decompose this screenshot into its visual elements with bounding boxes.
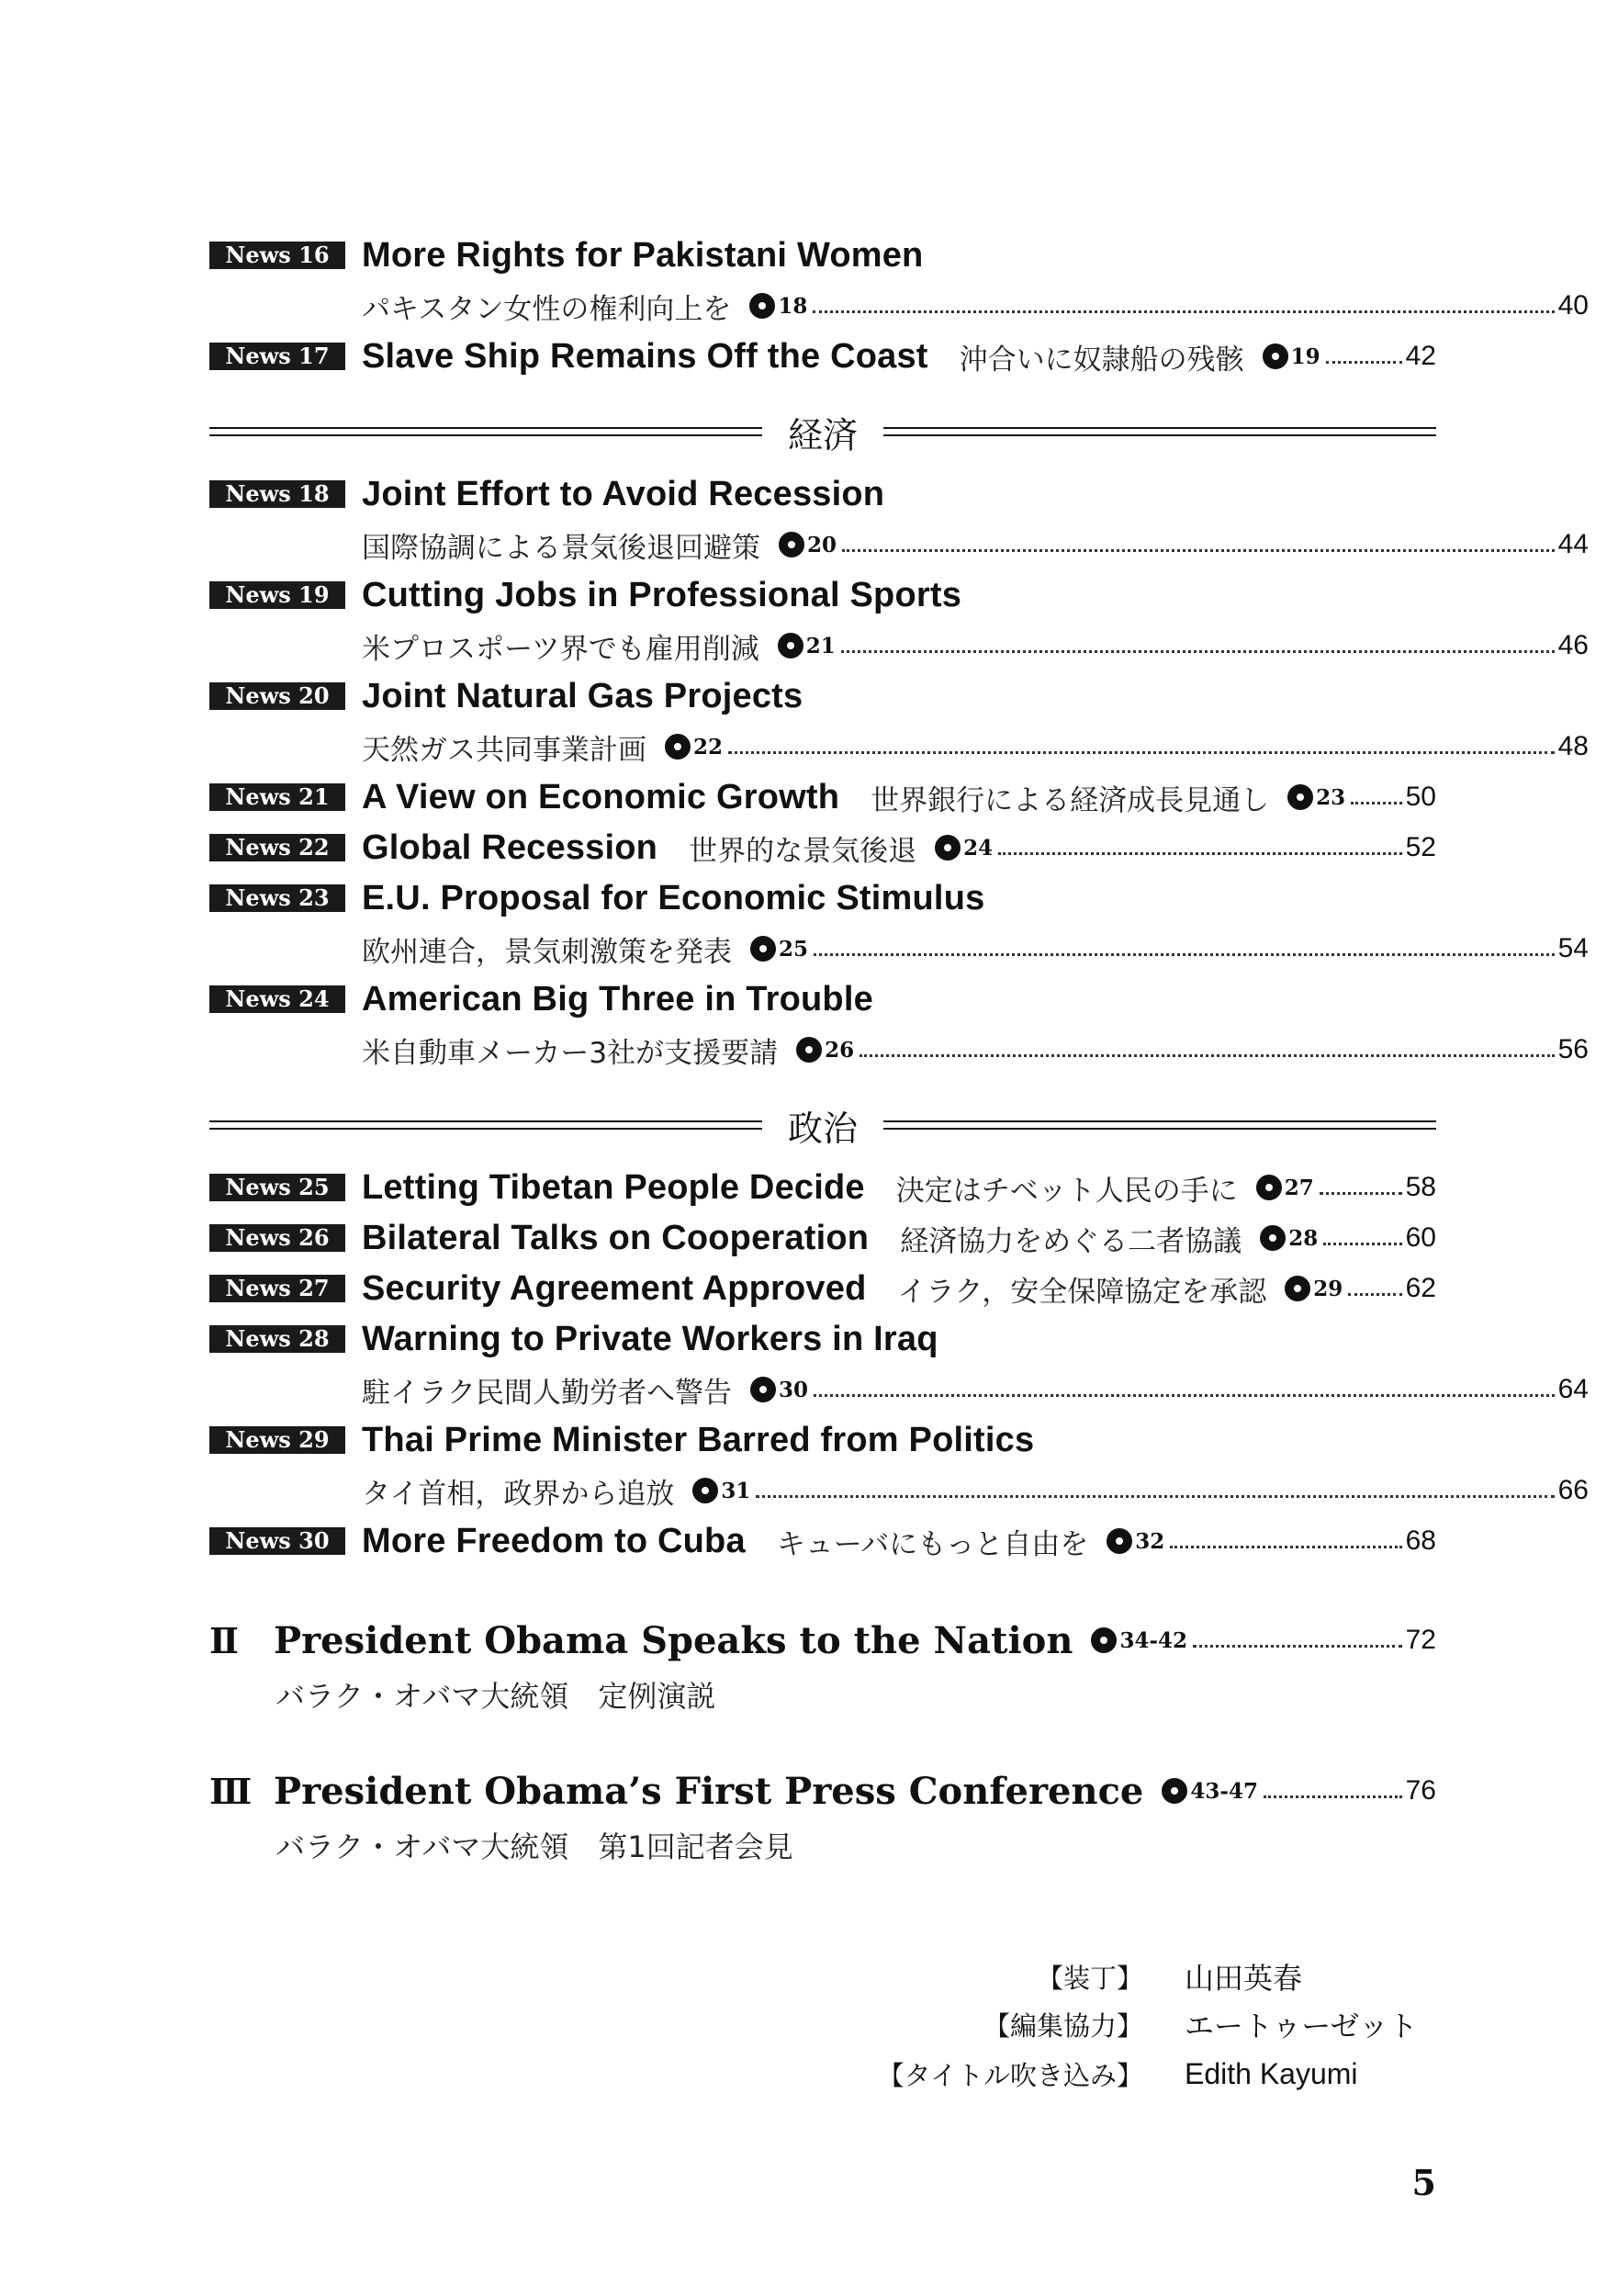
page-number: 76 <box>1405 1775 1436 1806</box>
news-badge: News 25 <box>209 1174 345 1201</box>
entry-title: More Freedom to Cuba <box>362 1521 746 1560</box>
part-numeral: Ⅲ <box>209 1770 253 1812</box>
toc-entry-news-24[interactable] <box>209 978 1436 1020</box>
page-number: 40 <box>1557 290 1589 321</box>
double-rule <box>209 1120 762 1130</box>
cd-icon <box>1260 1225 1286 1251</box>
toc-entry-news-30[interactable] <box>209 1520 1436 1562</box>
dot-leader <box>813 310 1554 313</box>
entry-japanese-title: 沖合いに奴隷船の残骸 <box>959 343 1244 377</box>
news-badge: News 18 <box>209 480 345 508</box>
cd-track-number: 19 <box>1290 343 1320 369</box>
news-badge: News 24 <box>209 985 345 1013</box>
cd-track-number: 23 <box>1316 784 1346 810</box>
cd-track-number: 20 <box>807 532 837 557</box>
part-title: President Obama’s First Press Conference <box>274 1769 1144 1813</box>
news-badge: News 27 <box>209 1275 345 1302</box>
cd-icon <box>1256 1175 1282 1200</box>
cd-track <box>778 633 836 658</box>
entry-japanese-title: 世界銀行による経済成長見通し <box>871 783 1270 817</box>
news-badge: News 22 <box>209 834 345 861</box>
page-number: 60 <box>1405 1222 1436 1253</box>
cd-track <box>692 1478 750 1503</box>
news-badge: News 29 <box>209 1426 345 1454</box>
toc-entry-news-27[interactable] <box>209 1267 1436 1310</box>
credit-value: エートゥーゼット <box>1185 2009 1418 2043</box>
page-number: 56 <box>1557 1034 1589 1064</box>
entry-japanese-title: 天然ガス共同事業計画 <box>362 733 646 767</box>
cd-track <box>665 734 723 760</box>
page-number: 46 <box>1557 630 1589 660</box>
entry-japanese-title: イラク，安全保障協定を承認 <box>897 1275 1267 1309</box>
cd-track-number: 25 <box>779 936 809 962</box>
cd-track-number: 29 <box>1313 1276 1343 1301</box>
credit-design <box>0 1956 1143 1997</box>
credit-key: 【編集協力】 <box>983 2009 1143 2042</box>
page-number: 62 <box>1405 1273 1436 1303</box>
cd-icon <box>1107 1528 1132 1554</box>
cd-track-number: 30 <box>779 1377 809 1402</box>
toc-entry-news-23-sub <box>209 928 1589 970</box>
cd-icon <box>692 1478 718 1503</box>
credit-value: 山田英春 <box>1185 1961 1303 1996</box>
toc-entry-news-19-sub <box>209 625 1589 667</box>
entry-title: Global Recession <box>362 827 658 867</box>
toc-entry-news-17[interactable] <box>209 335 1436 377</box>
cd-icon <box>750 936 776 962</box>
section-title: 経済 <box>788 414 859 456</box>
dot-leader <box>1351 802 1401 805</box>
section-title: 政治 <box>788 1108 859 1149</box>
page-number: 52 <box>1405 832 1436 862</box>
double-rule <box>209 427 762 436</box>
toc-entry-news-16[interactable] <box>209 234 1436 276</box>
cd-track-number: 21 <box>805 633 836 658</box>
cd-icon <box>749 293 775 319</box>
entry-japanese-title: 経済協力をめぐる二者協議 <box>900 1224 1242 1258</box>
cd-track-number: 32 <box>1135 1528 1165 1554</box>
dot-leader <box>756 1495 1554 1498</box>
page-number: 42 <box>1405 341 1436 371</box>
cd-icon <box>778 633 803 658</box>
dot-leader <box>1193 1645 1402 1648</box>
credit-narration <box>0 2054 1143 2094</box>
dot-leader <box>814 953 1555 956</box>
credit-editing <box>0 2004 1143 2044</box>
toc-entry-news-29[interactable] <box>209 1419 1436 1461</box>
cd-track <box>779 532 837 557</box>
entry-title: Joint Effort to Avoid Recession <box>362 474 885 513</box>
toc-part-2[interactable] <box>209 1615 1436 1666</box>
part-2-japanese-title: バラク・オバマ大統領 定例演説 <box>275 1679 716 1714</box>
page-number: 54 <box>1557 933 1589 963</box>
credit-value: Edith Kayumi <box>1185 2056 1358 2090</box>
cd-icon <box>1263 343 1288 369</box>
news-badge: News 19 <box>209 581 345 609</box>
page-number: 72 <box>1405 1625 1436 1655</box>
cd-track <box>1287 784 1345 810</box>
cd-track <box>749 293 807 319</box>
toc-entry-news-28-sub <box>209 1368 1589 1411</box>
cd-icon <box>750 1377 776 1402</box>
cd-track-number: 18 <box>778 293 808 319</box>
page-number: 58 <box>1405 1172 1436 1202</box>
entry-japanese-title: 世界的な景気後退 <box>689 834 917 868</box>
entry-japanese-title: 決定はチベット人民の手に <box>895 1174 1238 1208</box>
entry-japanese-title: タイ首相，政界から追放 <box>362 1477 675 1511</box>
page-number: 44 <box>1557 529 1589 559</box>
toc-entry-news-24-sub <box>209 1029 1589 1071</box>
cd-track <box>1285 1276 1343 1301</box>
cd-track-number: 28 <box>1288 1225 1319 1251</box>
entry-japanese-title: キューバにもっと自由を <box>776 1527 1089 1561</box>
dot-leader <box>1326 361 1402 364</box>
page-number: 48 <box>1557 731 1589 761</box>
entry-title: Bilateral Talks on Cooperation <box>362 1218 870 1257</box>
part-numeral: Ⅱ <box>209 1619 240 1661</box>
cd-track <box>796 1037 854 1063</box>
cd-icon <box>796 1037 822 1063</box>
entry-japanese-title: 米自動車メーカー3社が支援要請 <box>362 1036 779 1070</box>
entry-japanese-title: パキスタン女性の権利向上を <box>362 292 732 326</box>
toc-entry-news-23[interactable] <box>209 877 1436 919</box>
toc-part-3[interactable] <box>209 1765 1436 1817</box>
cd-track <box>1256 1175 1314 1200</box>
entry-title: Letting Tibetan People Decide <box>362 1167 865 1207</box>
cd-track-number: 26 <box>825 1037 855 1063</box>
toc-entry-news-20[interactable] <box>209 675 1436 717</box>
section-header-politics <box>209 1102 1436 1148</box>
credit-key: 【装丁】 <box>1036 1962 1143 1994</box>
news-badge: News 20 <box>209 682 345 710</box>
cd-track-number: 34-42 <box>1119 1627 1187 1653</box>
cd-track <box>750 936 808 962</box>
cd-icon <box>665 734 691 760</box>
cd-track <box>750 1377 808 1402</box>
entry-japanese-title: 欧州連合，景気刺激策を発表 <box>362 935 732 969</box>
cd-icon <box>1287 784 1313 810</box>
toc-entry-news-16-sub <box>209 285 1589 327</box>
cd-track-number: 31 <box>721 1478 751 1503</box>
double-rule <box>883 427 1436 436</box>
dot-leader <box>860 1054 1555 1057</box>
dot-leader <box>841 650 1555 653</box>
entry-title: Joint Natural Gas Projects <box>362 676 803 715</box>
entry-title: Slave Ship Remains Off the Coast <box>362 336 928 376</box>
entry-title: More Rights for Pakistani Women <box>362 235 924 275</box>
cd-icon <box>935 835 961 861</box>
cd-track <box>1091 1627 1187 1653</box>
cd-icon <box>1162 1778 1187 1804</box>
toc-entry-news-18-sub <box>209 523 1589 566</box>
section-header-economy <box>209 409 1436 455</box>
news-badge: News 26 <box>209 1224 345 1252</box>
page-number: 68 <box>1405 1525 1436 1556</box>
entry-title: Thai Prime Minister Barred from Politics <box>362 1420 1035 1459</box>
toc-entry-news-22[interactable] <box>209 827 1436 869</box>
cd-track <box>1263 343 1320 369</box>
dot-leader <box>842 549 1555 552</box>
news-badge: News 17 <box>209 343 345 370</box>
toc-entry-news-20-sub <box>209 726 1589 768</box>
credit-key: 【タイトル吹き込み】 <box>877 2059 1143 2091</box>
cd-track-number: 24 <box>963 835 994 861</box>
dot-leader <box>728 751 1555 754</box>
entry-japanese-title: 米プロスポーツ界でも雇用削減 <box>362 632 759 666</box>
dot-leader <box>1264 1795 1402 1798</box>
dot-leader <box>1348 1293 1401 1296</box>
cd-track <box>1107 1528 1164 1554</box>
entry-title: A View on Economic Growth <box>362 777 840 816</box>
dot-leader <box>1323 1243 1401 1245</box>
page-number: 64 <box>1557 1374 1589 1404</box>
entry-title: Security Agreement Approved <box>362 1268 867 1308</box>
news-badge: News 16 <box>209 242 345 269</box>
entry-japanese-title: 国際協調による景気後退回避策 <box>362 531 760 565</box>
entry-japanese-title: 駐イラク民間人勤労者へ警告 <box>362 1376 732 1410</box>
news-badge: News 21 <box>209 783 345 811</box>
page-number: 66 <box>1557 1475 1589 1505</box>
page-folio: 5 <box>1411 2162 1436 2203</box>
cd-track <box>1162 1778 1258 1804</box>
toc-entry-news-19[interactable] <box>209 574 1436 616</box>
cd-icon <box>1091 1627 1117 1653</box>
cd-track-number: 27 <box>1284 1175 1314 1200</box>
news-badge: News 30 <box>209 1527 345 1555</box>
part-title: President Obama Speaks to the Nation <box>274 1618 1073 1662</box>
toc-entry-news-26[interactable] <box>209 1217 1436 1259</box>
dot-leader <box>1170 1546 1401 1548</box>
dot-leader <box>998 852 1402 855</box>
cd-icon <box>1285 1276 1310 1301</box>
news-badge: News 28 <box>209 1325 345 1353</box>
entry-title: E.U. Proposal for Economic Stimulus <box>362 878 985 917</box>
toc-entry-news-29-sub <box>209 1469 1589 1512</box>
news-badge: News 23 <box>209 884 345 912</box>
dot-leader <box>1320 1192 1402 1195</box>
part-3-japanese-title: バラク・オバマ大統領 第1回記者会見 <box>275 1829 793 1864</box>
toc-entry-news-25[interactable] <box>209 1166 1436 1209</box>
cd-track <box>935 835 993 861</box>
toc-entry-news-18[interactable] <box>209 473 1436 515</box>
page-number: 50 <box>1405 782 1436 812</box>
dot-leader <box>814 1394 1555 1397</box>
entry-title: Warning to Private Workers in Iraq <box>362 1319 938 1358</box>
double-rule <box>883 1120 1436 1130</box>
toc-entry-news-28[interactable] <box>209 1318 1436 1360</box>
cd-track <box>1260 1225 1318 1251</box>
cd-icon <box>779 532 804 557</box>
entry-title: American Big Three in Trouble <box>362 979 873 1019</box>
entry-title: Cutting Jobs in Professional Sports <box>362 575 962 614</box>
cd-track-number: 22 <box>693 734 724 760</box>
cd-track-number: 43-47 <box>1190 1778 1258 1804</box>
toc-entry-news-21[interactable] <box>209 776 1436 818</box>
